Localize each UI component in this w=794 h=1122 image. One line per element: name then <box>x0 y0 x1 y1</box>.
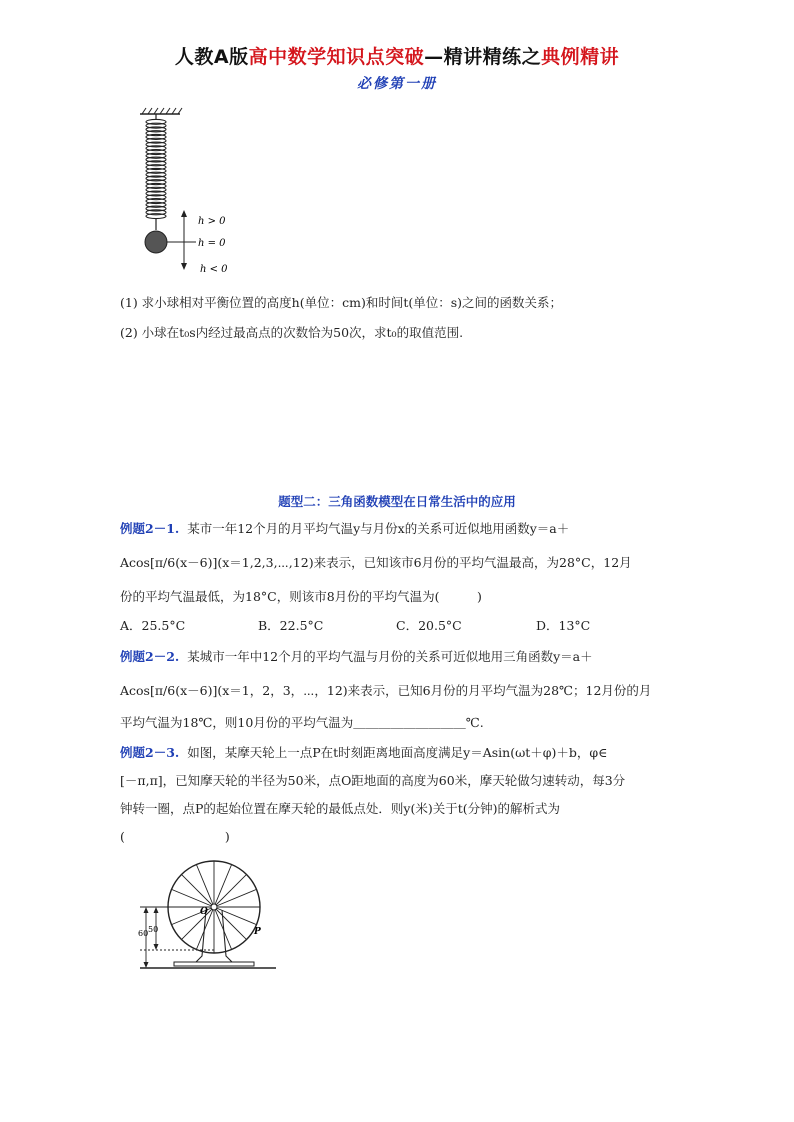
ball <box>145 231 167 253</box>
example1-text1: 某市一年12个月的月平均气温y与月份x的关系可近似地用函数y＝a＋ <box>187 521 570 536</box>
question-1: (1) 求小球相对平衡位置的高度h(单位：cm)和时间t(单位：s)之间的函数关系； <box>120 295 563 310</box>
example2-line1 <box>120 647 593 665</box>
header-focus: 典例精讲 <box>541 46 620 68</box>
question-2: (2) 小球在t₀s内经过最高点的次数恰为50次，求t₀的取值范围. <box>120 325 464 340</box>
header-mid: —精讲精练之 <box>424 46 542 68</box>
spring-figure <box>134 106 244 276</box>
example3-label: 例题2－3. <box>120 745 180 760</box>
document-subtitle: 必修第一册 <box>357 76 437 92</box>
label-50: 50 <box>148 925 159 934</box>
header-topic: 高中数学知识点突破 <box>248 46 425 68</box>
example3-line1 <box>120 743 607 761</box>
example1-option-a: A．25.5°C <box>120 618 186 633</box>
example3-text1: 如图，某摩天轮上一点P在t时刻距离地面高度满足y＝Asin(ωt＋φ)＋b，φ∈ <box>187 745 608 760</box>
label-h-zero: h = 0 <box>198 238 226 249</box>
example1-line2: Acos[π/6(x－6)](x＝1,2,3,⋯,12)来表示，已知该市6月份的平均气温最高，为28°C，12月 <box>120 555 632 570</box>
label-60: 60 <box>138 929 149 938</box>
label-h-positive: h > 0 <box>198 216 226 227</box>
example1-line1 <box>120 519 569 537</box>
example2-text1: 某城市一年中12个月的平均气温与月份的关系可近似地用三角函数y＝a＋ <box>187 649 593 664</box>
example1-option-c: C．20.5°C <box>396 618 462 633</box>
example3-line4: ( ) <box>120 829 230 844</box>
label-p: P <box>254 927 261 937</box>
example2-line2: Acos[π/6(x－6)](x＝1，2，3，⋯，12)来表示，已知6月份的月平均气温为28℃；12月份的月 <box>120 683 652 698</box>
ferris-wheel-figure <box>134 852 284 974</box>
label-o: O <box>200 907 208 917</box>
example1-option-d: D．13°C <box>536 618 591 633</box>
example2-label: 例题2－2. <box>120 649 180 664</box>
example2-line3: 平均气温为18℃，则10月份的平均气温为＿＿＿＿＿＿＿＿＿℃. <box>120 715 484 730</box>
example1-option-b: B．22.5°C <box>258 618 324 633</box>
header-edition: 人教A版 <box>174 46 249 68</box>
wheel-spoke <box>181 907 214 940</box>
wheel-spoke <box>214 874 247 907</box>
document-header <box>0 42 794 69</box>
example3-line3: 钟转一圈，点P的起始位置在摩天轮的最低点处．则y(米)关于t(分钟)的解析式为 <box>120 801 561 816</box>
wheel-spoke <box>181 874 214 907</box>
wheel-spoke <box>214 907 247 940</box>
section-title: 题型二：三角函数模型在日常生活中的应用 <box>278 494 516 509</box>
label-h-negative: h < 0 <box>200 264 228 275</box>
example3-line2: [－π,π]，已知摩天轮的半径为50米，点O距地面的高度为60米，摩天轮做匀速转动，每3分 <box>120 773 626 788</box>
example1-label: 例题2－1. <box>120 521 180 536</box>
example1-line3: 份的平均气温最低，为18°C，则该市8月份的平均气温为( ) <box>120 589 482 604</box>
